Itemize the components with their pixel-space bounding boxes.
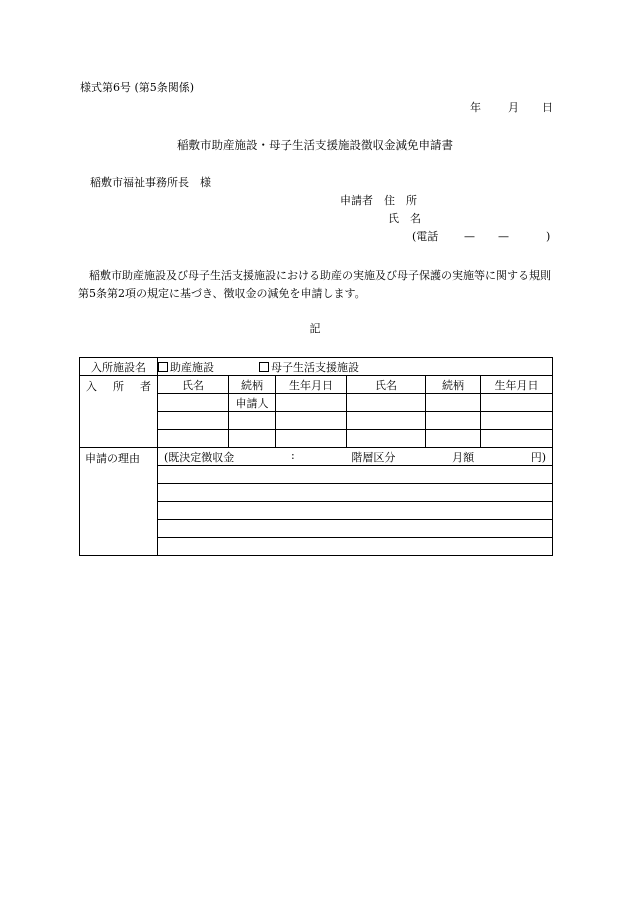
addressee: 稲敷市福祉事務所長 様 xyxy=(90,176,211,189)
reason-line[interactable] xyxy=(158,502,553,520)
resident-birth-cell[interactable] xyxy=(276,430,347,448)
col-header-name-1: 氏名 xyxy=(158,376,229,394)
facility-option-midwifery[interactable]: 助産施設 xyxy=(158,361,214,374)
resident-birth-cell[interactable] xyxy=(481,430,553,448)
reason-monthly: 月額 xyxy=(452,450,475,464)
reason-existing-fee: (既決定徴収金 xyxy=(164,450,235,464)
facility-label: 入所施設名 xyxy=(80,358,158,376)
phone-label: (電話 xyxy=(412,230,439,243)
form-number-label: 様式第6号 (第5条関係) xyxy=(80,81,195,94)
resident-relation-cell[interactable] xyxy=(426,394,481,412)
reason-colon: : xyxy=(290,448,295,462)
resident-birth-cell[interactable] xyxy=(481,412,553,430)
resident-name-cell[interactable] xyxy=(347,412,426,430)
resident-relation-cell[interactable] xyxy=(229,430,276,448)
reason-row-header xyxy=(80,448,553,466)
document-title: 稲敷市助産施設・母子生活支援施設徴収金減免申請書 xyxy=(177,138,453,152)
resident-name-cell[interactable] xyxy=(158,394,229,412)
phone-dash-1: — xyxy=(464,230,475,243)
resident-relation-cell[interactable] xyxy=(229,412,276,430)
ki-heading: 記 xyxy=(309,322,321,335)
col-header-relation-1: 続柄 xyxy=(229,376,276,394)
checkbox-icon[interactable] xyxy=(259,362,269,372)
checkbox-icon[interactable] xyxy=(158,362,168,372)
resident-label: 入 所 者 xyxy=(80,376,158,448)
facility-options xyxy=(158,358,553,376)
resident-name-cell[interactable] xyxy=(347,394,426,412)
reason-line[interactable] xyxy=(158,466,553,484)
date-year[interactable]: 年 xyxy=(470,101,481,114)
col-header-birth-1: 生年月日 xyxy=(276,376,347,394)
reason-line[interactable] xyxy=(158,538,553,556)
resident-name-cell[interactable] xyxy=(158,430,229,448)
resident-name-cell[interactable] xyxy=(158,412,229,430)
body-text: 稲敷市助産施設及び母子生活支援施設における助産の実施及び母子保護の実施等に関する規則第5条第2項の規定に基づき、徴収金の減免を申請します。 xyxy=(78,269,551,300)
resident-relation-cell[interactable] xyxy=(426,412,481,430)
reason-line[interactable] xyxy=(158,520,553,538)
application-table xyxy=(79,357,553,556)
col-header-birth-2: 生年月日 xyxy=(481,376,553,394)
resident-birth-cell[interactable] xyxy=(276,394,347,412)
reason-line[interactable] xyxy=(158,484,553,502)
facility-option-mother-child[interactable]: 母子生活支援施設 xyxy=(259,361,359,374)
facility-row xyxy=(80,358,553,376)
reason-tier: 階層区分 xyxy=(351,450,396,464)
resident-relation-cell[interactable] xyxy=(426,430,481,448)
phone-dash-2: — xyxy=(498,230,509,243)
resident-birth-cell[interactable] xyxy=(276,412,347,430)
resident-relation-applicant: 申請人 xyxy=(229,394,276,412)
col-header-name-2: 氏名 xyxy=(347,376,426,394)
reason-yen: 円) xyxy=(530,450,547,464)
resident-name-cell[interactable] xyxy=(347,430,426,448)
reason-label: 申請の理由 xyxy=(80,448,158,556)
date-day[interactable]: 日 xyxy=(542,101,553,114)
applicant-name-label: 氏 名 xyxy=(388,212,421,225)
applicant-address-label: 申請者 住 所 xyxy=(340,194,417,207)
col-header-relation-2: 続柄 xyxy=(426,376,481,394)
resident-header-row xyxy=(80,376,553,394)
date-month[interactable]: 月 xyxy=(508,101,519,114)
reason-fee-line xyxy=(158,448,553,466)
resident-birth-cell[interactable] xyxy=(481,394,553,412)
phone-close: ) xyxy=(546,230,551,243)
